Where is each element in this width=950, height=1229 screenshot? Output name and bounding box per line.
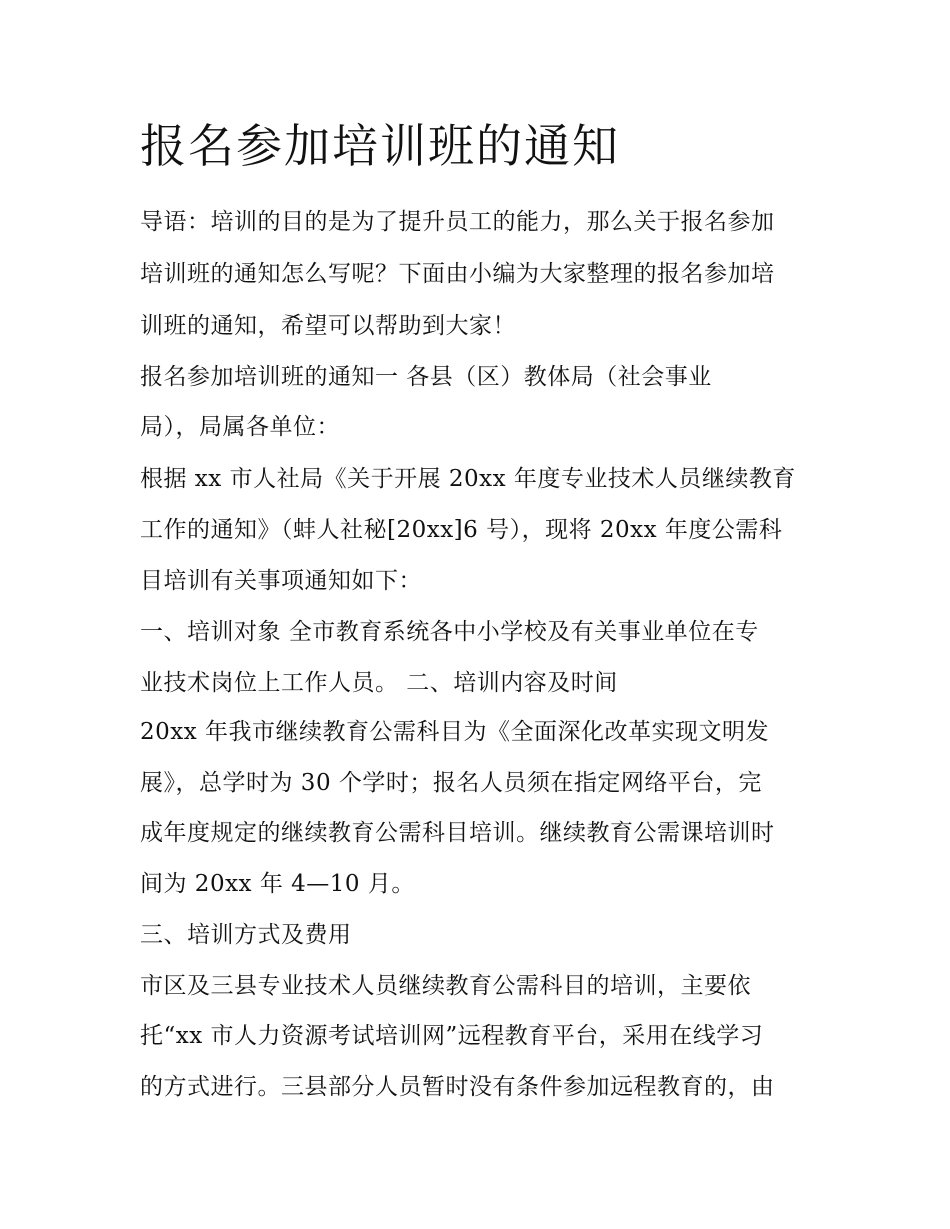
body-line: 目培训有关事项通知如下： xyxy=(140,568,422,594)
body-line: 的方式进行。三县部分人员暂时没有条件参加远程教育的，由 xyxy=(140,1074,775,1100)
body-line: 根据 xx 市人社局《关于开展 20xx 年度专业技术人员继续教育 xyxy=(140,466,796,492)
body-line: 工作的通知》（蚌人社秘[20xx]6 号），现将 20xx 年度公需科 xyxy=(140,517,783,543)
section-heading: 三、培训方式及费用 xyxy=(140,922,352,948)
body-line: 导语：培训的目的是为了提升员工的能力，那么关于报名参加 xyxy=(140,209,775,235)
body-line: 市区及三县专业技术人员继续教育公需科目的培训，主要依 xyxy=(140,973,751,999)
body-line: 成年度规定的继续教育公需科目培训。继续教育公需课培训时 xyxy=(140,820,775,846)
body-line: 展》，总学时为 30 个学时；报名人员须在指定网络平台，完 xyxy=(140,770,762,796)
body-line: 局），局属各单位： xyxy=(140,414,340,440)
body-line: 业技术岗位上工作人员。 二、培训内容及时间 xyxy=(140,670,618,696)
body-line: 间为 20xx 年 4—10 月。 xyxy=(140,871,415,897)
document-title: 报名参加培训班的通知 xyxy=(140,119,620,173)
body-line: 一、培训对象 全市教育系统各中小学校及有关事业单位在专 xyxy=(140,619,759,645)
body-line: 培训班的通知怎么写呢？下面由小编为大家整理的报名参加培 xyxy=(140,261,775,287)
body-line: 训班的通知，希望可以帮助到大家！ xyxy=(140,313,516,339)
body-line: 托“xx 市人力资源考试培训网”远程教育平台，采用在线学习 xyxy=(140,1023,764,1049)
body-line: 20xx 年我市继续教育公需科目为《全面深化改革实现文明发 xyxy=(140,719,770,745)
body-line: 报名参加培训班的通知一 各县（区）教体局（社会事业 xyxy=(140,364,712,390)
